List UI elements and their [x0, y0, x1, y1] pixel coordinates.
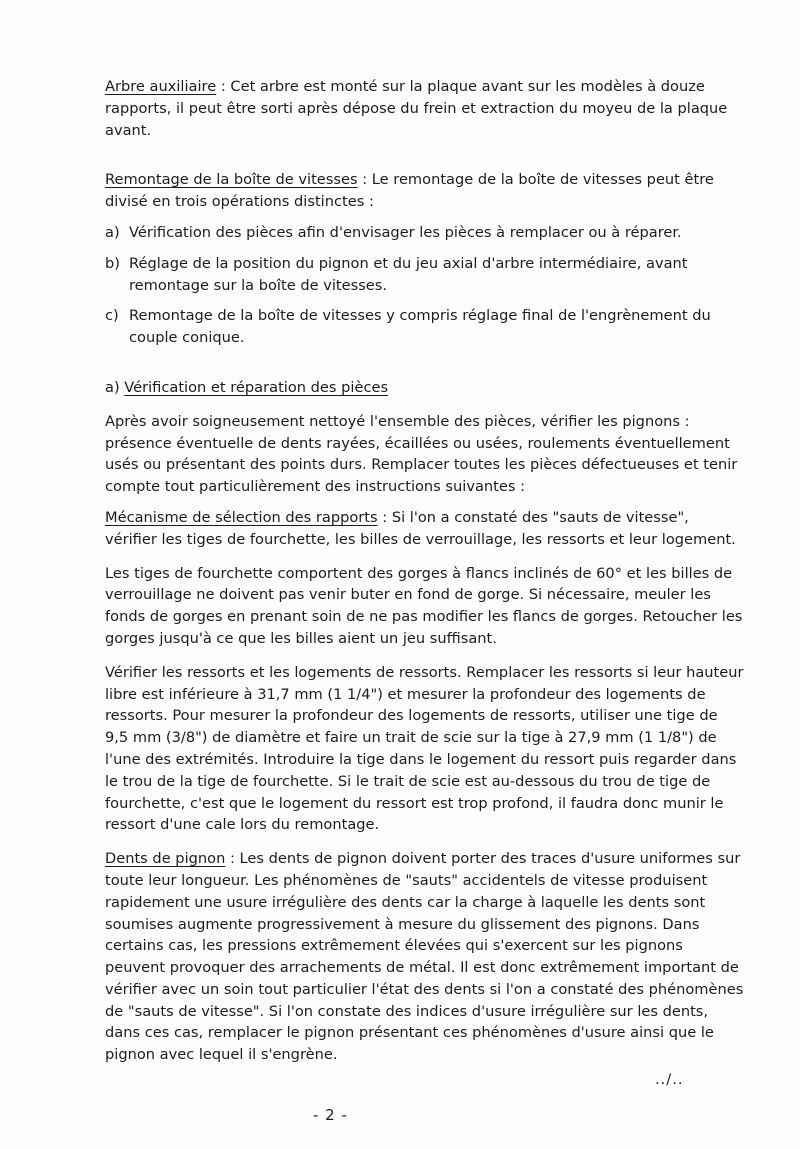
paragraph-text: Le remontage de la boîte de vitesses peut être divisé en trois opérations distinctes :	[105, 171, 714, 211]
list-item-text: Réglage de la position du pignon et du jeu axial d'arbre intermédiaire, avant remontage sur la boîte de vitesses.	[129, 254, 688, 294]
separator: :	[377, 508, 392, 526]
separator: :	[225, 850, 240, 868]
paragraph-apres-nettoyage: Après avoir soigneusement nettoyé l'ensemble des pièces, vérifier les pignons : présence éventuelle de dents rayées, écaillées ou usées, roulements éventuellement usés ou présentant des points durs. Remplacer toutes les pièces défectueuses et tenir compte tout particulièrement des instructions suivantes :	[105, 412, 738, 496]
document-body	[105, 76, 745, 1066]
section-label: a)	[105, 378, 125, 396]
list-item-text: Vérification des pièces afin d'envisager les pièces à remplacer ou à réparer.	[129, 223, 682, 241]
paragraph-text: Les dents de pignon doivent porter des traces d'usure uniformes sur toute leur longueur. Les phénomènes de "sauts" accidentels de vitesse produisent rapidement une usure irrégulière des dents car la charge à laquelle les dents sont soumises augmente progressivement à mesure du glissement des pignons. Dans certains cas, les pressions extrêmement élevées qui s'exercent sur les pignons peuvent provoquer des arrachements de métal. Il est donc extrêmement important de vérifier avec un soin tout particulier l'état des dents si l'on a constaté des phénomènes de "sauts de vitesse". Si l'on constate des indices d'usure irrégulière sur les dents, dans ces cas, remplacer le pignon présentant ces phénomènes d'usure ainsi que le pignon avec lequel il s'engrène.	[105, 850, 744, 1064]
continuation-mark: ../..	[655, 1071, 684, 1088]
heading-mecanisme-selection: Mécanisme de sélection des rapports	[105, 508, 378, 526]
list-item-label: a)	[105, 223, 120, 241]
section-heading-verification	[105, 377, 745, 399]
page-number: - 2 -	[313, 1106, 348, 1124]
list-item-c	[105, 305, 745, 349]
list-item-a	[105, 222, 745, 244]
separator: :	[216, 78, 231, 95]
list-item-label: b)	[105, 254, 120, 272]
section-title: Vérification et réparation des pièces	[124, 378, 389, 396]
list-item-label: c)	[105, 307, 119, 325]
paragraph-remontage	[105, 169, 745, 213]
paragraph-dents-pignon	[105, 848, 745, 1066]
paragraph-mecanisme-selection	[105, 507, 745, 551]
paragraph-arbre-auxiliaire	[105, 76, 745, 141]
list-item-text: Remontage de la boîte de vitesses y compris réglage final de l'engrènement du couple conique.	[129, 307, 711, 347]
paragraph-verifier-ressorts: Vérifier les ressorts et les logements de ressorts. Remplacer les ressorts si leur hauteur libre est inférieure à 31,7 mm (1 1/4") et mesurer la profondeur des logements de ressorts. Pour mesurer la profondeur des logements de ressorts, utiliser une tige de 9,5 mm (3/8") de diamètre et faire un trait de scie sur la tige à 27,9 mm (1 1/8") de l'une des extrémités. Introduire la tige dans le logement du ressort puis regarder dans le trou de la tige de fourchette. Si le trait de scie est au-dessous du trou de tige de fourchette, c'est que le logement du ressort est trop profond, il faudra donc munir le ressort d'une cale lors du remontage.	[105, 663, 744, 834]
heading-arbre-auxiliaire: Arbre auxiliaire	[105, 78, 217, 95]
paragraph-text: Cet arbre est monté sur la plaque avant sur les modèles à douze rapports, il peut être sorti après dépose du frein et extraction du moyeu de la plaque avant.	[105, 78, 728, 139]
paragraph-text: Si l'on a constaté des "sauts de vitesse", vérifier les tiges de fourchette, les billes de verrouillage, les ressorts et leur logement.	[105, 508, 736, 548]
heading-remontage: Remontage de la boîte de vitesses	[105, 171, 358, 189]
separator: :	[357, 171, 372, 189]
list-item-b	[105, 253, 745, 297]
paragraph-tiges-fourchette: Les tiges de fourchette comportent des gorges à flancs inclinés de 60° et les billes de verrouillage ne doivent pas venir buter en fond de gorge. Si nécessaire, meuler les fonds de gorges en prenant soin de ne pas modifier les flancs de gorges. Retoucher les gorges jusqu'à ce que les billes aient un jeu suffisant.	[105, 564, 743, 647]
heading-dents-pignon: Dents de pignon	[105, 850, 226, 868]
